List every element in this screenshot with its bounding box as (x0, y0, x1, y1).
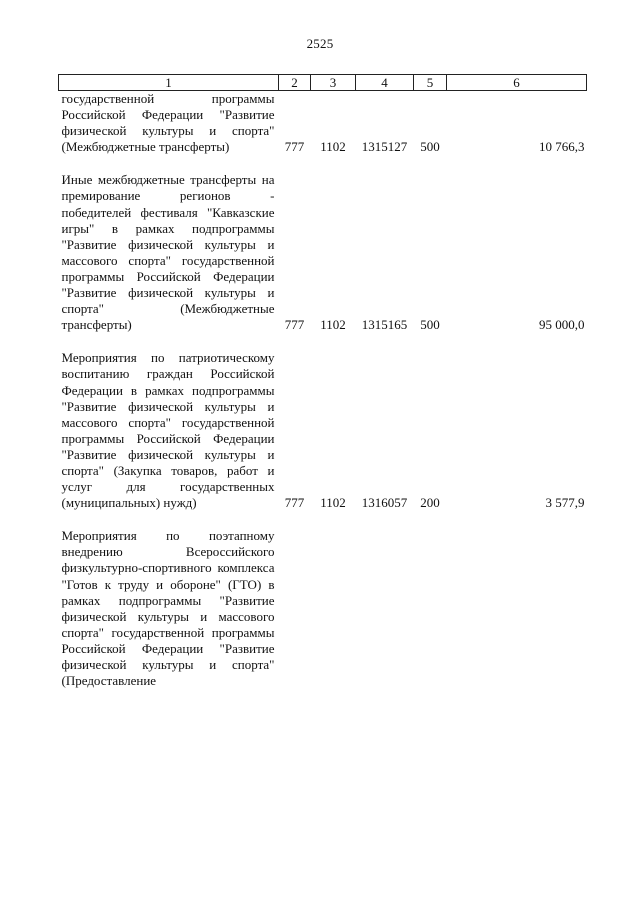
row-ministry-code: 777 (284, 317, 305, 333)
table-row (59, 91, 587, 156)
row-target-code: 1315165 (361, 317, 408, 333)
row-expense-type-code: 200 (420, 495, 440, 511)
row-spacer (59, 155, 587, 172)
budget-table (58, 74, 587, 689)
row-expense-type-code: 500 (420, 317, 440, 333)
table-row (59, 172, 587, 333)
row-spacer (59, 511, 587, 528)
row-target-code (356, 528, 414, 689)
row-description: Иные межбюджетные трансферты на премирование регионов - победителей фестиваля "Кавказские игры" в рамках подпрограммы "Развитие физической культуры и массового спорта" государственной программы Российской Федерации "Развитие физической культуры и спорта" (Межбюджетные трансферты) (61, 172, 275, 333)
table-body (59, 91, 587, 690)
row-description: Мероприятия по патриотическому воспитанию граждан Российской Федерации в рамках подпрограммы "Развитие физической культуры и массового спорта" государственной программы Российской Федерации "Развитие физической культуры и спорта" (Закупка товаров, работ и услуг для государственных (муниципальных) нужд) (61, 350, 275, 511)
row-target-code: 1315127 (361, 139, 408, 155)
row-amount: 10 766,3 (539, 139, 585, 155)
table-row (59, 528, 587, 689)
row-section-code (311, 528, 356, 689)
column-header-2: 2 (279, 75, 311, 91)
column-header-1: 1 (59, 75, 279, 91)
page-number: 2525 (306, 36, 334, 51)
table-header (59, 75, 587, 91)
row-description: государственной программы Российской Федерации "Развитие физической культуры и спорта" (Межбюджетные трансферты) (61, 91, 275, 155)
column-header-5: 5 (414, 75, 447, 91)
row-section-code: 1102 (320, 495, 346, 511)
row-ministry-code: 777 (284, 139, 305, 155)
row-amount: 3 577,9 (545, 495, 585, 511)
row-description: Мероприятия по поэтапному внедрению Всероссийского физкультурно-спортивного комплекса "Готов к труду и обороне" (ГТО) в рамках подпрограммы "Развитие физической культуры и массового спорта" государственной программы Российской Федерации "Развитие физической культуры и спорта" (Предоставление (61, 528, 275, 689)
table-row (59, 350, 587, 511)
column-header-3: 3 (311, 75, 356, 91)
row-expense-type-code: 500 (420, 139, 440, 155)
row-ministry-code (279, 528, 311, 689)
row-amount: 95 000,0 (539, 317, 585, 333)
header-row (59, 75, 587, 91)
row-expense-type-code (414, 528, 447, 689)
row-ministry-code: 777 (284, 495, 305, 511)
row-target-code: 1316057 (361, 495, 408, 511)
column-header-4: 4 (356, 75, 414, 91)
row-section-code: 1102 (320, 317, 346, 333)
row-spacer (59, 333, 587, 350)
column-header-6: 6 (447, 75, 587, 91)
row-amount (447, 528, 587, 689)
row-section-code: 1102 (320, 139, 346, 155)
